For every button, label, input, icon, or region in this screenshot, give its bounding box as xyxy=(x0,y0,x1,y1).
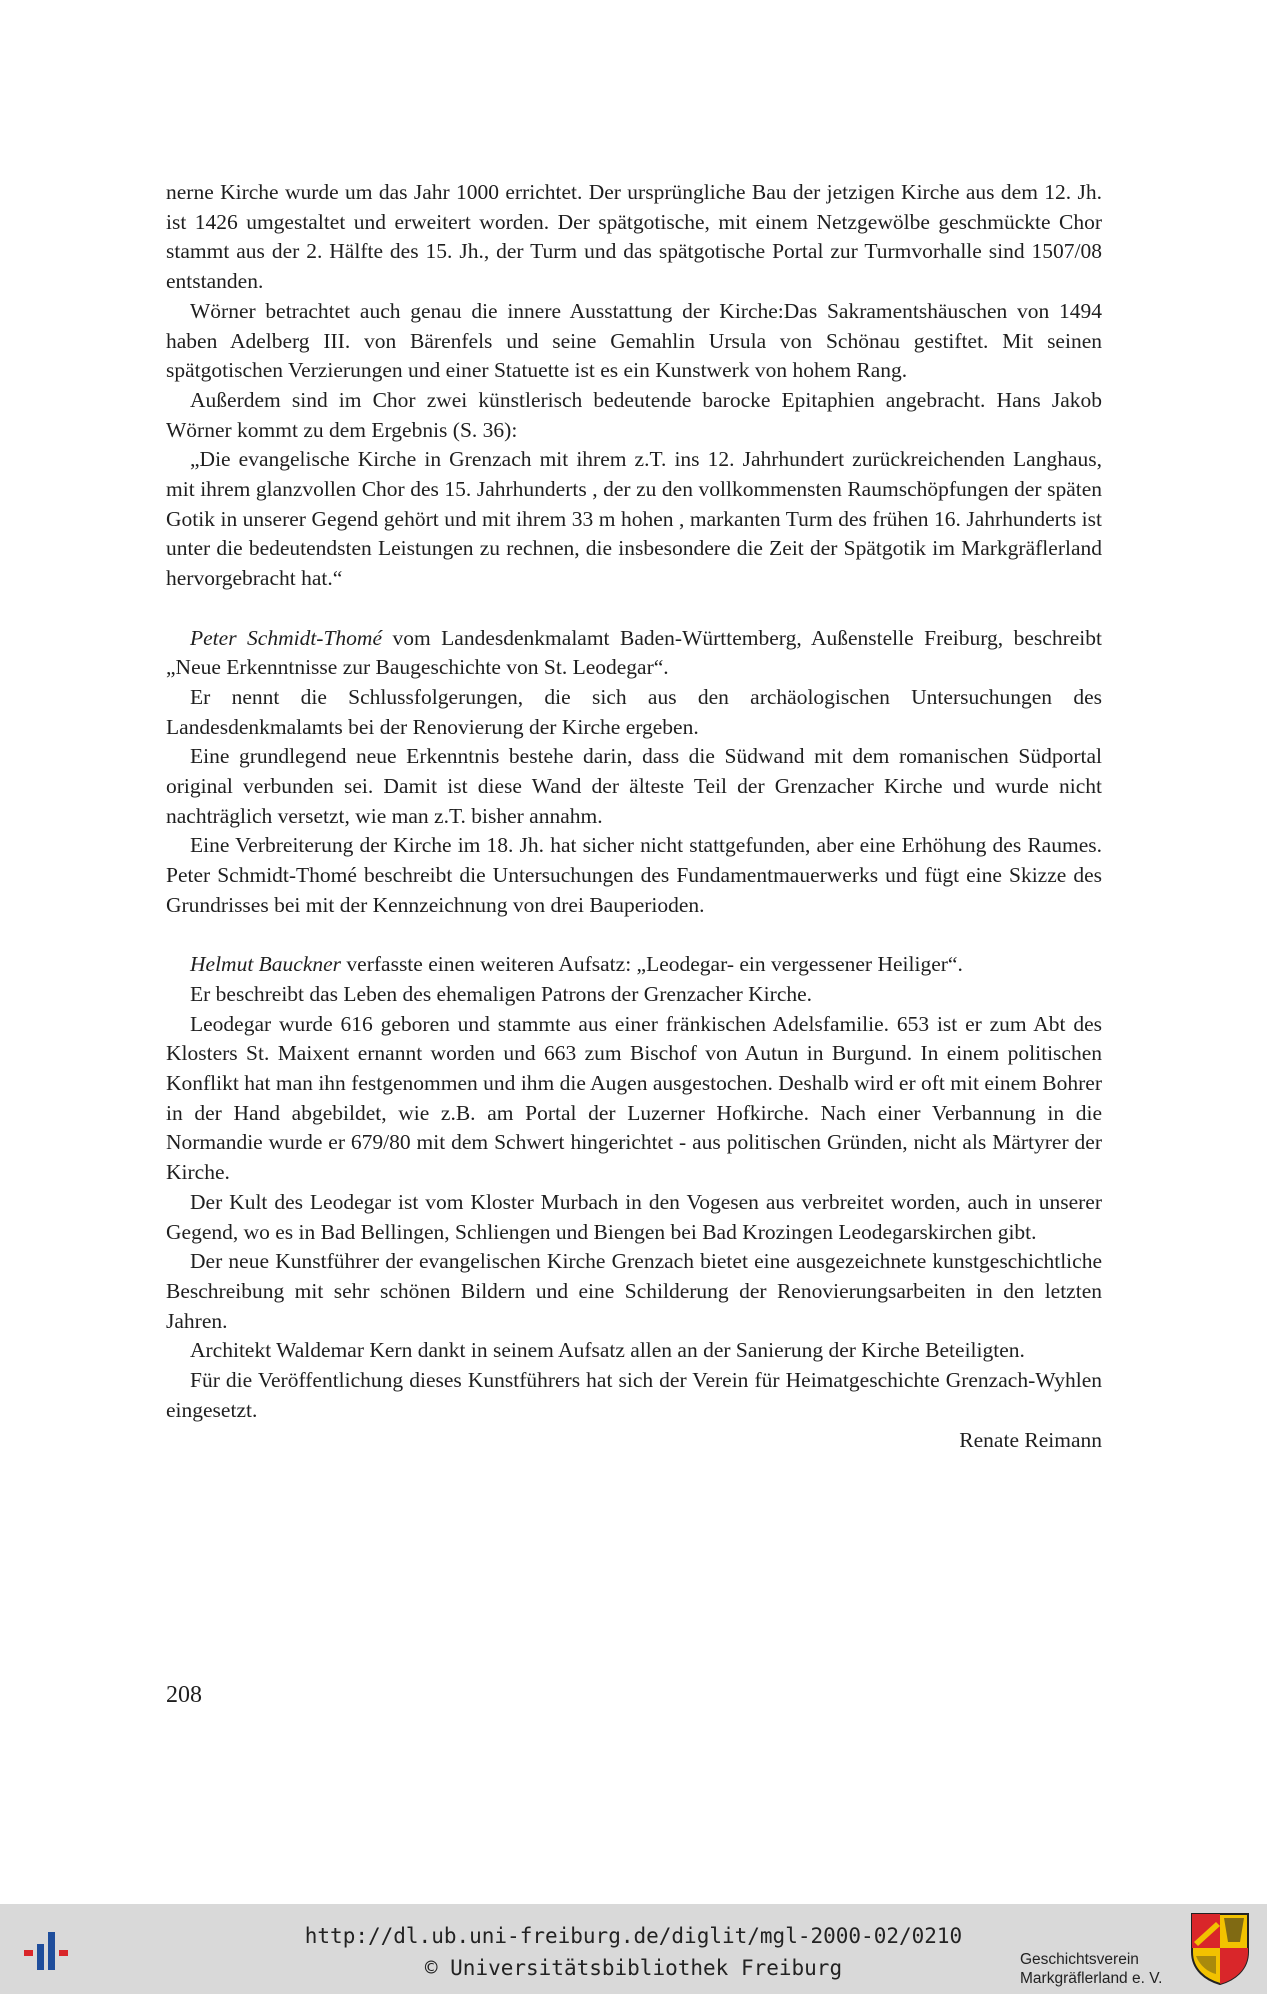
copyright-notice: © Universitätsbibliothek Freiburg xyxy=(424,1956,843,1980)
section-intro xyxy=(166,624,1102,683)
society-line-1: Geschichtsverein xyxy=(1020,1951,1139,1968)
section-intro-text: vom Landesdenkmalamt Baden-Württemberg, Außenstelle Freiburg, beschreibt „Neue Erkenntnisse zur Baugeschichte von St. Leodegar“. xyxy=(166,625,1102,680)
paragraph: Der neue Kunstführer der evangelischen Kirche Grenzach bietet eine ausgezeichnete kunstgeschichtliche Beschreibung mit sehr schönen Bildern und eine Schilderung der Renovierungsarbeiten in den letzten Jahren. xyxy=(166,1249,1102,1333)
paragraph: Eine grundlegend neue Erkenntnis bestehe darin, dass die Südwand mit dem romanischen Südportal original verbunden sei. Damit ist diese Wand der älteste Teil der Grenzacher Kirche und wurde nicht nachträglich versetzt, wie man z.T. bisher annahm. xyxy=(166,744,1102,828)
coat-of-arms-icon xyxy=(1190,1912,1250,1986)
author-name: Peter Schmidt-Thomé xyxy=(190,625,382,650)
paragraph: Eine Verbreiterung der Kirche im 18. Jh. hat sicher nicht stattgefunden, aber eine Erhöhung des Raumes. Peter Schmidt-Thomé beschreibt die Untersuchungen des Fundamentmauerwerks und fügt eine Skizze des Grundrisses bei mit der Kennzeichnung von drei Bauperioden. xyxy=(166,833,1102,917)
paragraph: Architekt Waldemar Kern dankt in seinem Aufsatz allen an der Sanierung der Kirche Beteiligten. xyxy=(190,1338,1025,1363)
society-line-2: Markgräflerland e. V. xyxy=(1020,1970,1163,1987)
footer-bar xyxy=(0,1904,1267,1994)
paragraph: nerne Kirche wurde um das Jahr 1000 errichtet. Der ursprüngliche Bau der jetzigen Kirche aus dem 12. Jh. ist 1426 umgestaltet und erweitert worden. Der spätgotische, mit einem Netzgewölbe geschmückte Chor stammt aus der 2. Hälfte des 15. Jh., der Turm und das spätgotische Portal zur Turmvorhalle sind 1507/08 entstanden. xyxy=(166,180,1102,294)
paragraph: Leodegar wurde 616 geboren und stammte aus einer fränkischen Adelsfamilie. 653 ist er zum Abt des Klosters St. Maixent ernannt worden und 663 zum Bischof von Autun in Burgund. In einem politischen Konflikt hat man ihn festgenommen und ihm die Augen ausgestochen. Deshalb wird er oft mit einem Bohrer in der Hand abgebildet, wie z.B. am Portal der Luzerner Hofkirche. Nach einer Verbannung in die Normandie wurde er 679/80 mit dem Schwert hingerichtet - aus politischen Gründen, nicht als Märtyrer der Kirche. xyxy=(166,1011,1102,1185)
paragraph: Für die Veröffentlichung dieses Kunstführers hat sich der Verein für Heimatgeschichte Grenzach-Wyhlen eingesetzt. xyxy=(166,1368,1102,1422)
paragraph: Wörner betrachtet auch genau die innere Ausstattung der Kirche:Das Sakramentshäuschen von 1494 haben Adelberg III. von Bärenfels und seine Gemahlin Ursula von Schönau gestiftet. Mit seinen spätgotischen Verzierungen und einer Statuette ist es ein Kunstwerk von hohem Rang. xyxy=(166,298,1102,383)
society-name xyxy=(1020,1950,1162,1988)
paragraph: Der Kult des Leodegar ist vom Kloster Murbach in den Vogesen aus verbreitet worden, auch in unserer Gegend, wo es in Bad Bellingen, Schliengen und Biengen bei Bad Krozingen Leodegarskirchen gibt. xyxy=(166,1189,1102,1244)
paragraph: Außerdem sind im Chor zwei künstlerisch bedeutende barocke Epitaphien angebracht. Hans Jakob Wörner kommt zu dem Ergebnis (S. 36): xyxy=(166,387,1102,442)
author-name: Helmut Bauckner xyxy=(190,952,342,977)
signature: Renate Reimann xyxy=(959,1427,1102,1452)
quote-paragraph: „Die evangelische Kirche in Grenzach mit ihrem z.T. ins 12. Jahrhundert zurückreichenden Langhaus, mit ihrem glanzvollen Chor des 15. Jahrhunderts , der zu den vollkommensten Raumschöpfungen der späten Gotik in unserer Gegend gehört und mit ihrem 33 m hohen , markanten Turm des frühen 16. Jahrhunderts ist unter die bedeutendsten Leistungen zu rechnen, die insbesondere die Zeit der Spätgotik im Markgräflerland hervorgebracht hat.“ xyxy=(166,447,1102,591)
section-intro-text: verfasste einen weiteren Aufsatz: „Leodegar- ein vergessener Heiliger“. xyxy=(341,952,963,977)
article-text xyxy=(166,178,1102,1455)
page-number: 208 xyxy=(166,1682,202,1708)
paragraph: Er beschreibt das Leben des ehemaligen Patrons der Grenzacher Kirche. xyxy=(190,981,813,1006)
source-url[interactable]: http://dl.ub.uni-freiburg.de/diglit/mgl-2000-02/0210 xyxy=(304,1924,963,1948)
paragraph: Er nennt die Schlussfolgerungen, die sich aus den archäologischen Untersuchungen des Landesdenkmalamts bei der Renovierung der Kirche ergeben. xyxy=(166,684,1102,739)
section-intro xyxy=(166,950,1102,980)
